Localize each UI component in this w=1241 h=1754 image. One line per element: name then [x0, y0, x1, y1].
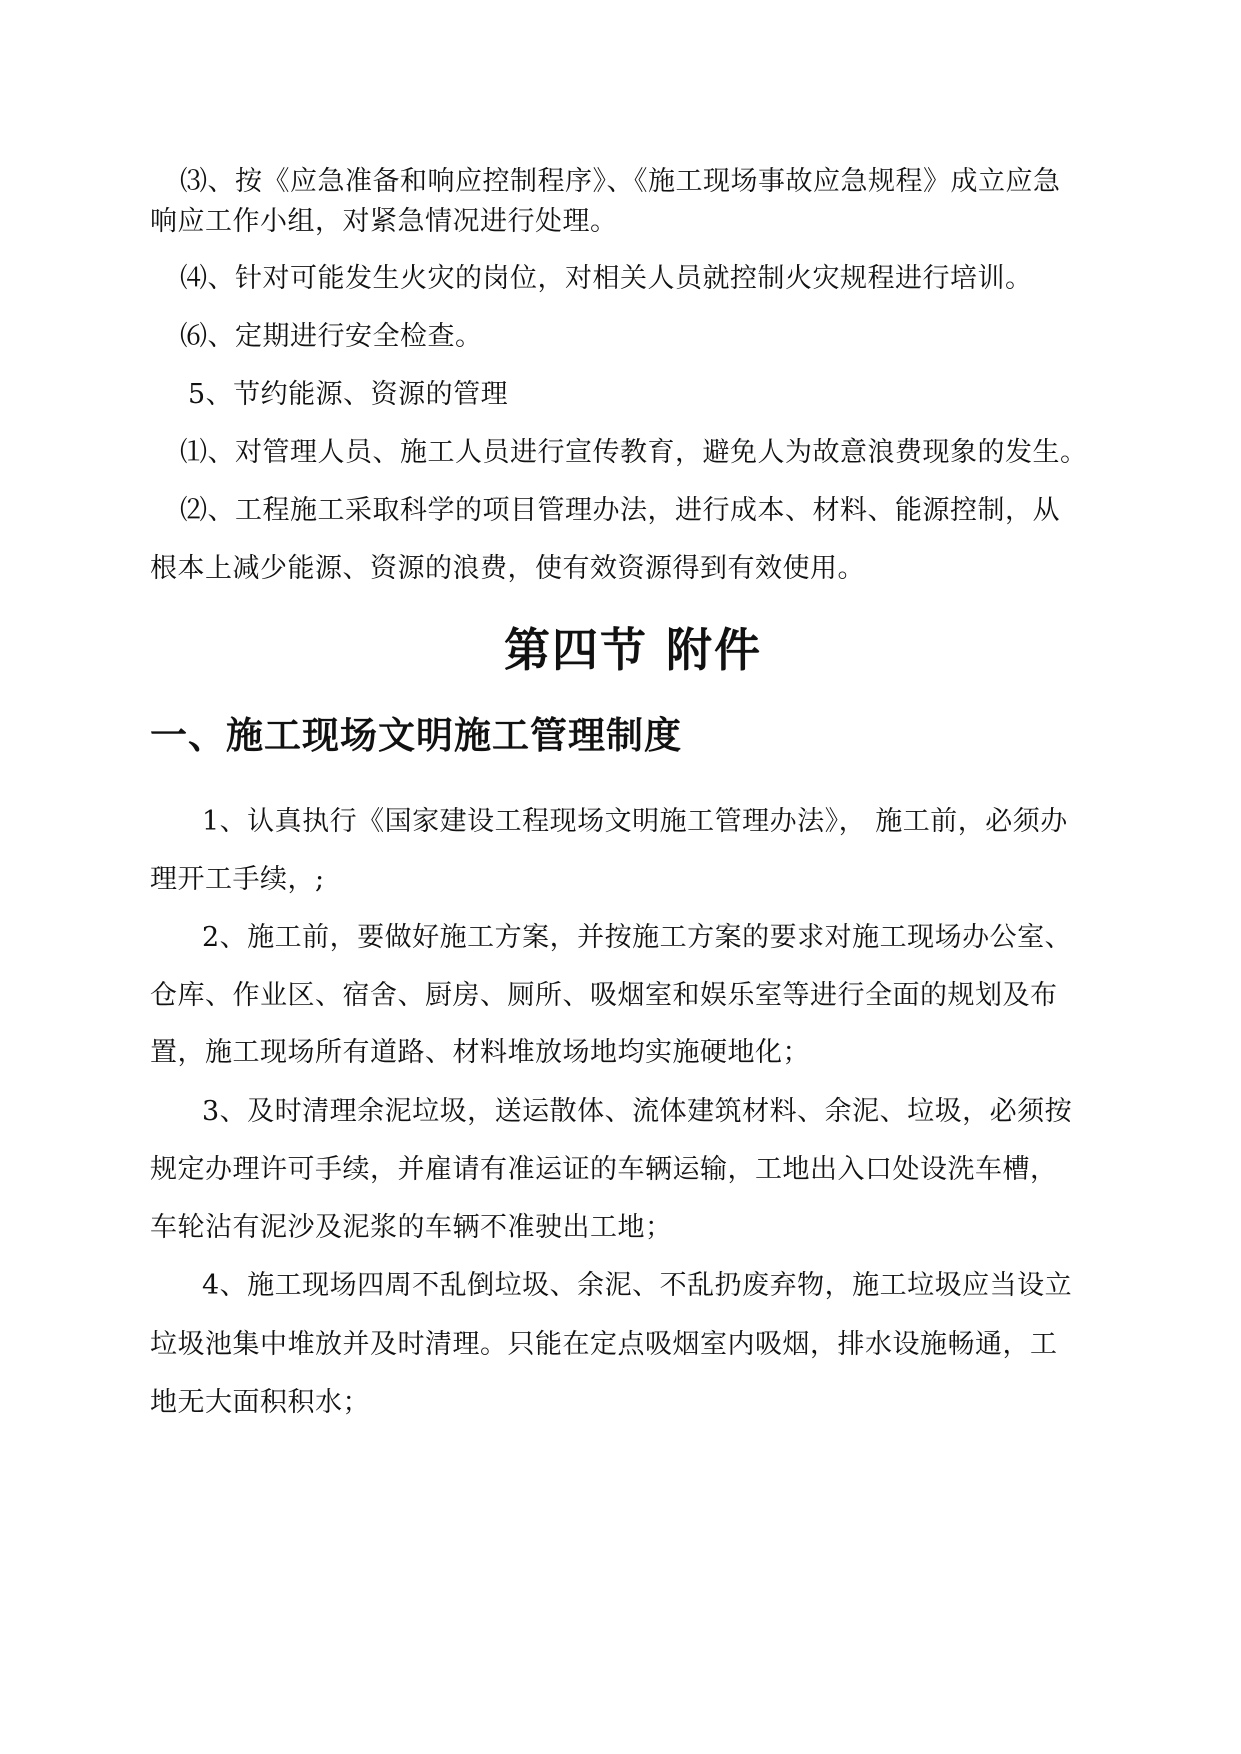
paragraph-line: ⑶、按《应急准备和响应控制程序》、《施工现场事故应急规程》成立应急 — [180, 166, 1061, 197]
paragraph-line: 响应工作小组，对紧急情况进行处理。 — [150, 206, 618, 237]
paragraph-line: 理开工手续，; — [150, 864, 325, 895]
paragraph-line: ⑴、对管理人员、施工人员进行宣传教育，避免人为故意浪费现象的发生。 — [180, 437, 1088, 468]
section-heading: 第四节 附件 — [503, 623, 762, 677]
paragraph-line: 仓库、作业区、宿舍、厨房、厕所、吸烟室和娱乐室等进行全面的规划及布 — [150, 980, 1058, 1011]
paragraph-line: ⑷、针对可能发生火灾的岗位，对相关人员就控制火灾规程进行培训。 — [180, 263, 1033, 294]
paragraph-line: 3、及时清理余泥垃圾，送运散体、流体建筑材料、余泥、垃圾，必须按 — [202, 1096, 1073, 1127]
paragraph-line: 车轮沾有泥沙及泥浆的车辆不准驶出工地； — [150, 1212, 673, 1243]
paragraph-line: ⑹、定期进行安全检查。 — [180, 321, 483, 352]
paragraph-line: 根本上减少能源、资源的浪费，使有效资源得到有效使用。 — [150, 553, 865, 584]
paragraph-line: 2、施工前，要做好施工方案，并按施工方案的要求对施工现场办公室、 — [202, 922, 1073, 953]
paragraph-line: ⑵、工程施工采取科学的项目管理办法，进行成本、材料、能源控制，从 — [180, 495, 1060, 526]
paragraph-line: 规定办理许可手续，并雇请有准运证的车辆运输，工地出入口处设洗车槽， — [150, 1154, 1058, 1185]
sub-heading: 一、施工现场文明施工管理制度 — [150, 714, 682, 757]
paragraph-line: 1、认真执行《国家建设工程现场文明施工管理办法》， 施工前，必须办 — [202, 806, 1068, 837]
paragraph-line: 垃圾池集中堆放并及时清理。只能在定点吸烟室内吸烟，排水设施畅通，工 — [150, 1329, 1058, 1360]
paragraph-line: 地无大面积积水； — [150, 1387, 370, 1418]
paragraph-line: 置，施工现场所有道路、材料堆放场地均实施硬地化； — [150, 1037, 810, 1068]
paragraph-line: 4、施工现场四周不乱倒垃圾、余泥、不乱扔废弃物，施工垃圾应当设立 — [202, 1270, 1073, 1301]
paragraph-line: 5、节约能源、资源的管理 — [188, 379, 509, 410]
